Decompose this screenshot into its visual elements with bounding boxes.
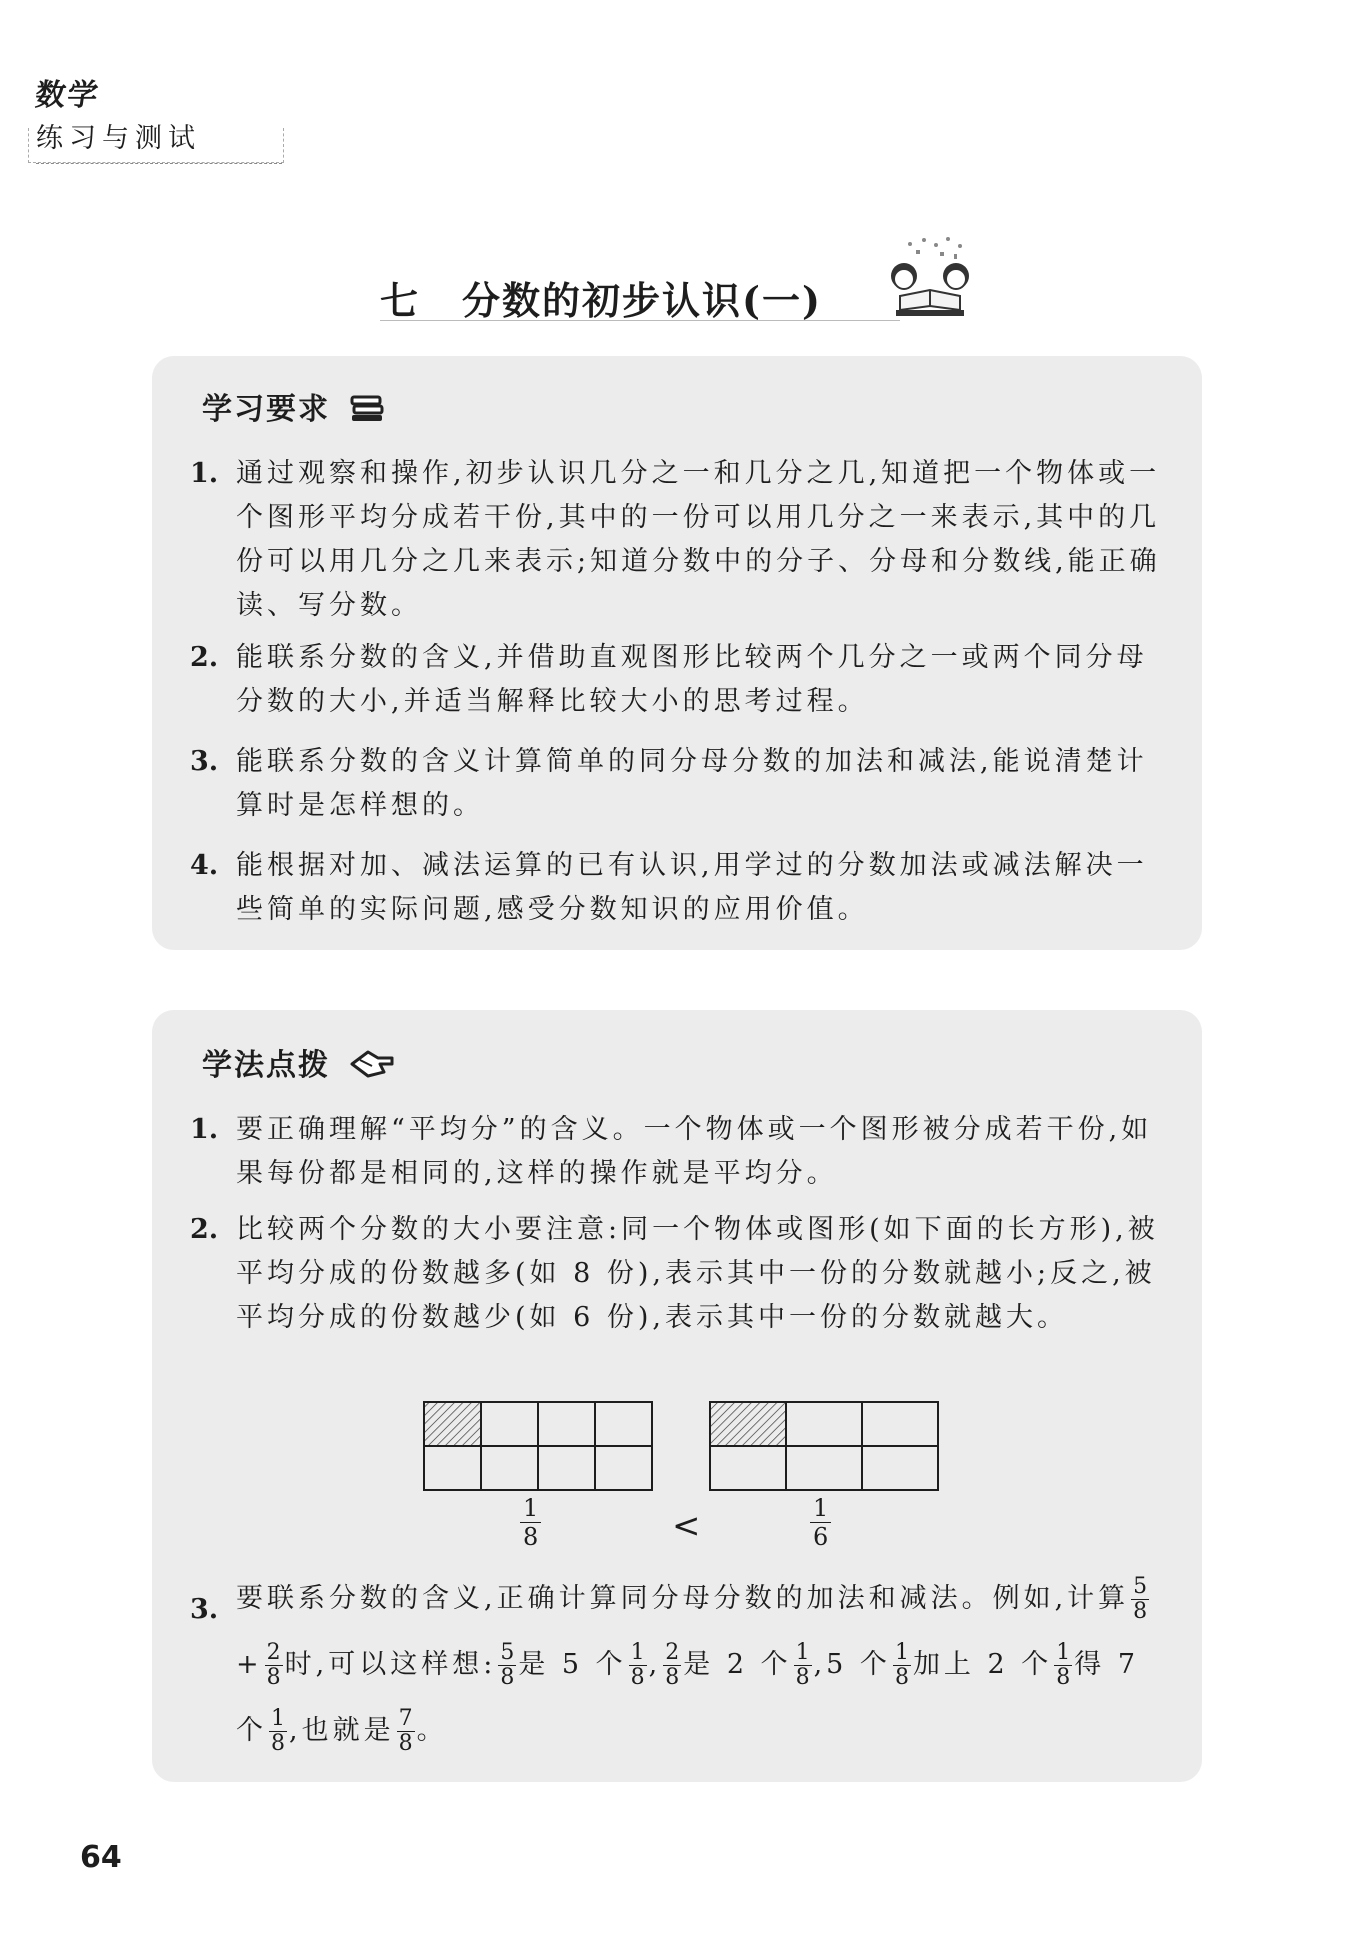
fraction: $\frac{7}{8}$ [398, 1706, 413, 1756]
requirements-heading-text: 学习要求 [202, 392, 330, 427]
tips-heading [202, 1040, 394, 1088]
pointing-hand-icon [350, 1046, 394, 1088]
numerator: 1 [520, 1494, 541, 1523]
item-number: 1. [190, 458, 219, 489]
tip-item [190, 1208, 1170, 1340]
tips-heading-text: 学法点拨 [202, 1048, 330, 1083]
fraction: $\frac{2}{8}$ [665, 1640, 680, 1690]
tip-item [190, 1108, 1170, 1196]
item-text: 能联系分数的含义,并借助直观图形比较两个几分之一或两个同分母分数的大小,并适当解释比较大小的思考过程。 [236, 642, 1148, 717]
tips-panel [152, 1010, 1202, 1782]
item-text: 要联系分数的含义,正确计算同分母分数的加法和减法。例如,计算 $\frac{5}{8}$ + $\frac{2}{8}$ 时,可以这样想: $\frac{5}{8}$ 是 5 个 $\frac{1}{8}$ , $\frac{2}{8}$ 是 2 个 $\frac{1}{8}$ ,5 个 $\frac{1}{8}$ 加上 2 个 $\frac{1}{8}$ 得 7 个 $\frac{1}{8}$ ,也就是 $\frac{7}{8}$ 。 [236, 1574, 1148, 1756]
requirements-heading [202, 384, 386, 431]
denominator: 6 [813, 1523, 829, 1551]
fraction: $\frac{1}{8}$ [795, 1640, 810, 1690]
rectangle-sixths [710, 1402, 938, 1490]
item-number: 4. [190, 850, 219, 881]
requirements-panel [152, 356, 1202, 950]
requirement-item [190, 452, 1170, 628]
fraction: $\frac{5}{8}$ [1133, 1574, 1148, 1624]
item-number: 3. [190, 746, 219, 777]
fraction: $\frac{2}{8}$ [266, 1640, 281, 1690]
fraction-comparison-diagram [422, 1392, 942, 1552]
numerator: 1 [810, 1494, 831, 1523]
requirement-item [190, 844, 1170, 932]
denominator: 8 [523, 1523, 539, 1551]
fraction-one-eighth [520, 1494, 541, 1551]
item-text: 比较两个分数的大小要注意:同一个物体或图形(如下面的长方形),被平均分成的份数越多(如 8 份),表示其中一份的分数就越小;反之,被平均分成的份数越少(如 6 份),表示其中一份的分数就越大。 [236, 1214, 1159, 1333]
tip-item [190, 1566, 1170, 1764]
book-title: 数学 [33, 78, 102, 113]
item-number: 3. [190, 1594, 219, 1625]
page-number: 64 [80, 1840, 122, 1875]
item-text: 通过观察和操作,初步认识几分之一和几分之几,知道把一个物体或一个图形平均分成若干份,其中的一份可以用几分之一来表示,其中的几份可以用几分之几来表示;知道分数中的分子、分母和分数线,能正确读、写分数。 [236, 458, 1161, 621]
item-number: 1. [190, 1114, 219, 1145]
kids-reading-illustration [880, 236, 980, 324]
books-icon [350, 391, 386, 431]
book-subtitle: 练习与测试 [36, 116, 282, 164]
rectangles-figure [422, 1392, 942, 1492]
chapter-number: 七 [380, 278, 421, 323]
item-number: 2. [190, 1214, 219, 1245]
fraction: $\frac{1}{8}$ [271, 1706, 285, 1756]
fraction: $\frac{1}{8}$ [894, 1640, 909, 1690]
item-text: 能根据对加、减法运算的已有认识,用学过的分数加法或减法解决一些简单的实际问题,感受分数知识的应用价值。 [236, 850, 1148, 925]
item-number: 2. [190, 642, 219, 673]
fraction: $\frac{5}{8}$ [500, 1640, 515, 1690]
chapter-name: 分数的初步认识(一) [462, 278, 822, 323]
header-dotted-frame [28, 128, 284, 163]
item-text: 要正确理解“平均分”的含义。一个物体或一个图形被分成若干份,如果每份都是相同的,这样的操作就是平均分。 [236, 1114, 1153, 1189]
requirement-item [190, 740, 1170, 828]
fraction: $\frac{1}{8}$ [1056, 1640, 1071, 1690]
fraction: $\frac{1}{8}$ [630, 1640, 645, 1690]
less-than-sign: < [672, 1506, 701, 1546]
requirement-item [190, 636, 1170, 724]
rectangle-eighths [424, 1402, 652, 1490]
item-text: 能联系分数的含义计算简单的同分母分数的加法和减法,能说清楚计算时是怎样想的。 [236, 746, 1148, 821]
chapter-underline [380, 320, 900, 321]
chapter-title [380, 270, 822, 325]
fraction-one-sixth [810, 1494, 831, 1551]
